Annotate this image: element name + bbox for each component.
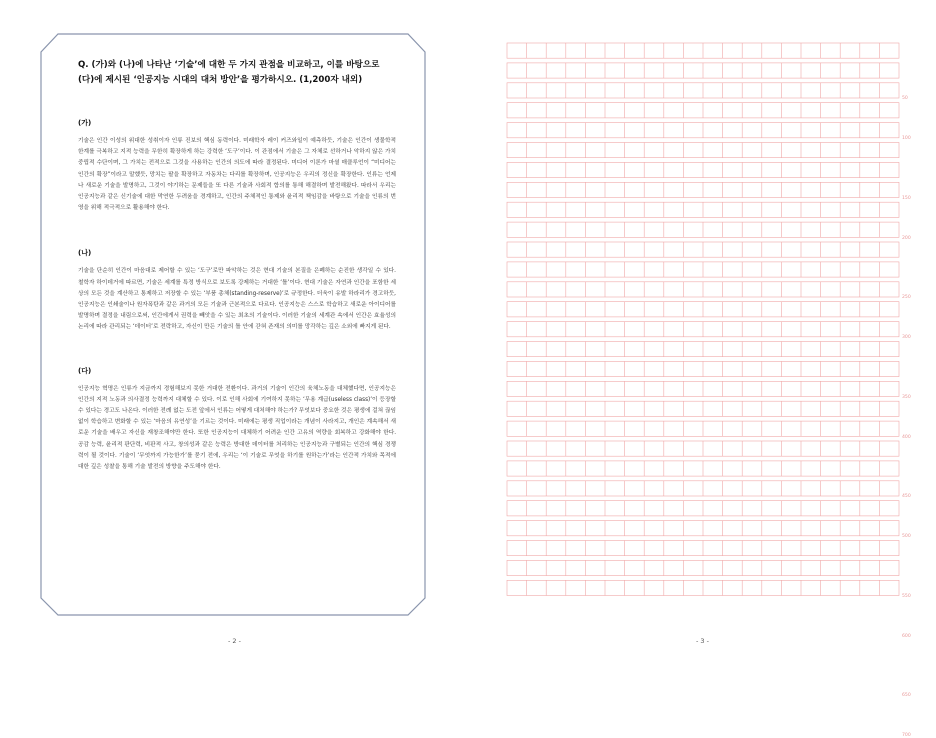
count-mark-150: 150 [902,195,911,201]
count-mark-200: 200 [902,235,911,241]
section-text-na: 기술을 단순히 인간이 마음대로 제어할 수 있는 ‘도구’로만 파악하는 것은 현대 기술의 본질을 은폐하는 순진한 생각일 수 있다. 철학자 하이데거에 따르면, 기술은 세계를 특정 방식으로 보도록 강제하는 거대한 ‘틀’이다. 현대 기술은 자연과 인간을 포함한 세상의 모든 것을 계산하고 통제하고 저장할 수 있는 ‘부품 총체(standing-reserve)’로 규정한다. 더욱이 유발 하라리가 경고하듯, 인공지능은 인쇄술이나 원자폭탄과 같은 과거의 모든 기술과 근본적으로 다르다. 인공지능은 스스로 학습하고 새로운 아이디어를 발명하며 결정을 내림으로써, 인간에게서 권력을 빼앗을 수 있는 최초의 기술이다. 이러한 기술의 세계관 속에서 인간은 효율성의 논리에 따라 관리되는 ‘데이터’로 전락하고, 자신이 만든 기술의 틀 안에 갇혀 존재의 의미를 망각하는 깊은 소외에 빠지게 된다. [78,268,396,331]
count-mark-100: 100 [902,136,911,142]
count-mark-400: 400 [902,434,911,440]
count-mark-350: 350 [902,394,911,400]
count-mark-450: 450 [902,494,911,500]
count-mark-600: 600 [902,633,911,639]
section-text-da: 인공지능 혁명은 인류가 지금까지 경험해보지 못한 거대한 전환이다. 과거의 기술이 인간의 육체노동을 대체했다면, 인공지능은 인간의 지적 노동과 의사결정 능력까지 대체할 수 있다. 이로 인해 사회에 기여하지 못하는 ‘무용 계급(useless class)’이 등장할 수 있다는 경고도 나온다. 이러한 전례 없는 도전 앞에서 인류는 어떻게 대처해야 하는가? 무엇보다 중요한 것은 평생에 걸쳐 끊임없이 학습하고 변화할 수 있는 ‘마음의 유연성’을 기르는 것이다. 미래에는 평생 직업이라는 개념이 사라지고, 개인은 계속해서 새로운 기술을 배우고 자신을 재창조해야만 한다. 또한 인공지능이 대체하기 어려운 인간 고유의 역량을 회복하고 강화해야 한다. 공감 능력, 윤리적 판단력, 비판적 사고, 창의성과 같은 능력은 방대한 데이터를 처리하는 인공지능과 구별되는 인간의 핵심 경쟁력이 될 것이다. 기술이 ‘무엇까지 가능한가’를 묻기 전에, 우리는 ‘이 기술로 무엇을 하기를 원하는가’라는 인간적 가치와 목적에 대한 깊은 성찰을 통해 기술 발전의 방향을 주도해야 한다. [78,385,396,471]
count-mark-300: 300 [902,335,911,341]
count-mark-700: 700 [902,733,911,738]
count-mark-550: 550 [902,593,911,599]
right-page-number: - 3 - [696,637,709,645]
count-mark-650: 650 [902,693,911,699]
count-mark-250: 250 [902,295,911,301]
section-text-ga: 기술은 인간 이성의 위대한 성취이자 인류 진보의 핵심 동력이다. 미래학자 레이 커즈와일이 예측하듯, 기술은 인간이 생물학적 한계를 극복하고 지적 능력을 무한히 확장하게 하는 강력한 ‘도구’이다. 이 관점에서 기술은 그 자체로 선하거나 악하지 않은 가치중립적 수단이며, 그 가치는 전적으로 그것을 사용하는 인간의 의도에 따라 결정된다. 미디어 이론가 마셜 매클루언이 “미디어는 인간의 확장”이라고 말했듯, 망치는 팔을 확장하고 자동차는 다리를 확장하며, 인공지능은 우리의 정신을 확장한다. 인류는 언제나 새로운 기술을 발명하고, 그것이 야기하는 문제들을 또 다른 기술과 사회적 합의를 통해 해결하며 발전해왔다. 따라서 우리는 인공지능과 같은 신기술에 대한 막연한 두려움을 경계하고, 인간의 주체적인 통제와 윤리적 책임감을 바탕으로 기술을 인류의 번영을 위해 적극적으로 활용해야 한다. [78,138,396,212]
left-page-number: - 2 - [228,637,241,645]
question-text: Q. (가)와 (나)에 나타난 ‘기술’에 대한 두 가지 관점을 비교하고, 이를 바탕으로 (다)에 제시된 ‘인공지능 시대의 대처 방안’을 평가하시오. (1,200자 내외) [78,60,380,85]
count-mark-500: 500 [902,534,911,540]
section-label-da: (다) [78,366,92,375]
section-label-na: (나) [78,249,92,258]
section-label-ga: (가) [78,119,92,127]
count-mark-50: 50 [902,96,908,102]
